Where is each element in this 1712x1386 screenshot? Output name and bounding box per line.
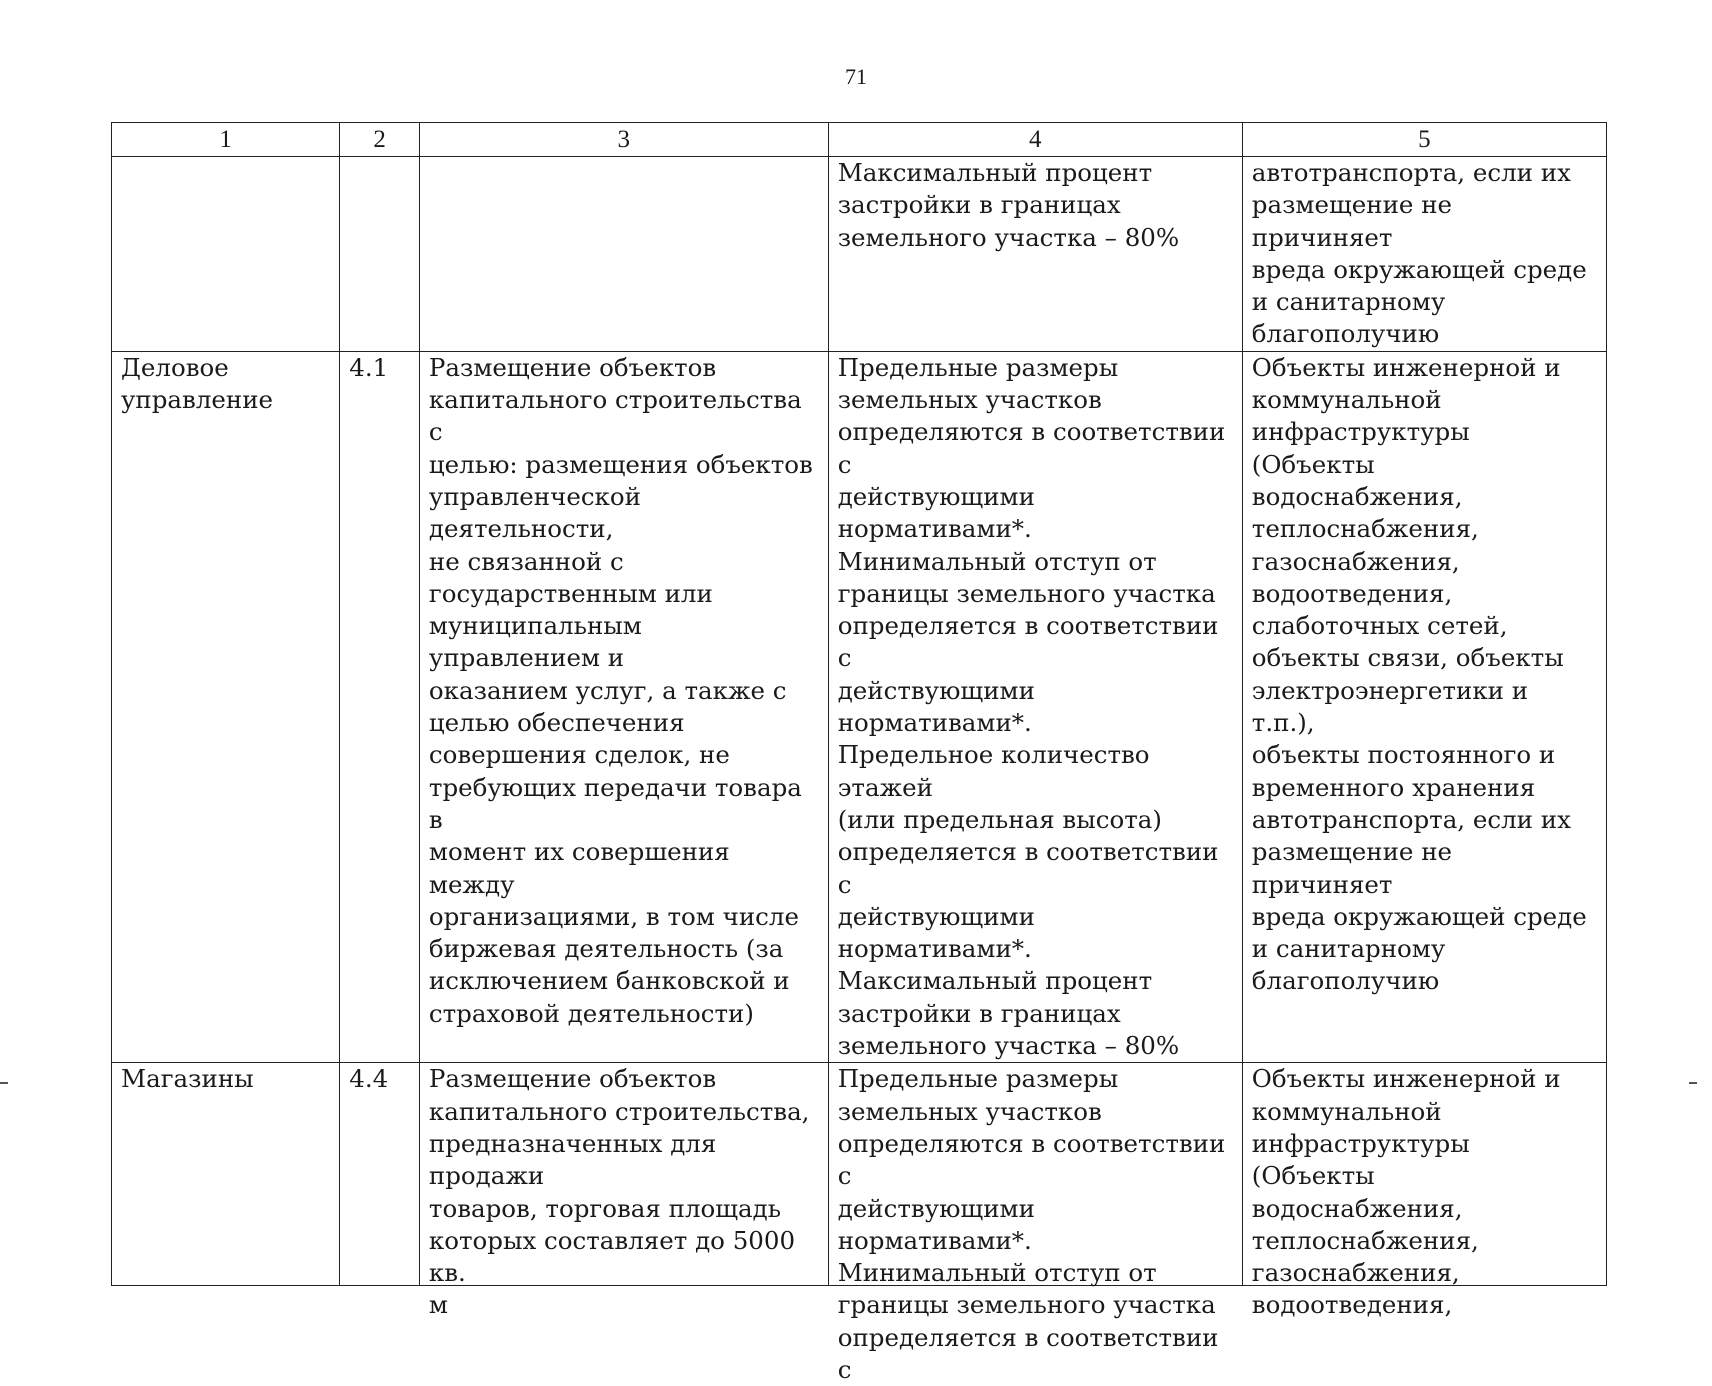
cell-auxiliary-uses: [1242, 1063, 1606, 1320]
cell-use-description: [419, 157, 828, 352]
table-row: [112, 157, 1607, 352]
cell-parameters: Предельные размеры земельных участков определяются в соответствии с действующими нормативами*. Минимальный отступ от границы земельного участка определяется в соответствии с действующими нормативами*. Предельное количество этажей (или предельная высота) определяется в соответствии с действующими нормативами*. Максимальный процент застройки в границах земельного участка – 80%: [828, 351, 1242, 1063]
column-header-4: 4: [828, 123, 1242, 157]
cell-auxiliary-uses: Объекты инженерной и коммунальной инфраструктуры (Объекты водоснабжения, теплоснабжения, газоснабжения, водоотведения, слаботочных сетей, объекты связи, объекты электроэнергетики и т.п.), объекты постоянного и временного хранения автотранспорта, если их размещение не причиняет вреда окружающей среде и санитарному благополучию: [1242, 351, 1606, 1063]
page-number: 71: [845, 64, 867, 89]
zoning-table: [111, 122, 1607, 1384]
column-header-2: 2: [340, 123, 420, 157]
cell-text: Размещение объектов капитального строительства, предназначенных для продажи товаров, торговая площадь которых составляет до 5000 кв. м: [428, 1064, 810, 1320]
scan-edge-mark-right: [1689, 1082, 1697, 1084]
column-header-5: 5: [1242, 123, 1606, 157]
cell-text: Магазины: [121, 1064, 254, 1094]
cell-use-name: Деловое управление: [112, 351, 340, 1063]
cell-use-description: Размещение объектов капитального строительства с целью: размещения объектов управленческой деятельности, не связанной с государственным или муниципальным управлением и оказанием услуг, а также с целью обеспечения совершения сделок, не требующих передачи товара в момент их совершения между организациями, в том числе биржевая деятельность (за исключением банковской и страховой деятельности): [419, 351, 828, 1063]
table-row: [112, 1063, 1607, 1286]
column-header-3: 3: [419, 123, 828, 157]
cell-parameters: Максимальный процент застройки в границах земельного участка – 80%: [828, 157, 1242, 352]
cell-text: Предельные размеры земельных участков определяются в соответствии с действующими нормативами*. Минимальный отступ от границы земельного участка определяется в соответствии с: [837, 1064, 1226, 1384]
cell-use-code: [340, 1063, 420, 1286]
cell-use-description: [419, 1063, 828, 1320]
cell-text: 4.4: [349, 1064, 389, 1094]
cell-parameters: [828, 1063, 1242, 1384]
column-header-1: 1: [112, 123, 340, 157]
table-row: [112, 351, 1607, 1063]
cell-use-name: [112, 1063, 340, 1286]
cell-use-name: [112, 157, 340, 352]
cell-use-code: [340, 157, 420, 352]
cell-use-code: 4.1: [340, 351, 420, 1063]
cell-text: Объекты инженерной и коммунальной инфраструктуры (Объекты водоснабжения, теплоснабжения, газоснабжения, водоотведения,: [1251, 1064, 1561, 1320]
cell-auxiliary-uses: автотранспорта, если их размещение не причиняет вреда окружающей среде и санитарному благополучию: [1242, 157, 1606, 352]
table-header-row: [112, 123, 1607, 157]
scan-edge-mark-left: [0, 1082, 8, 1084]
